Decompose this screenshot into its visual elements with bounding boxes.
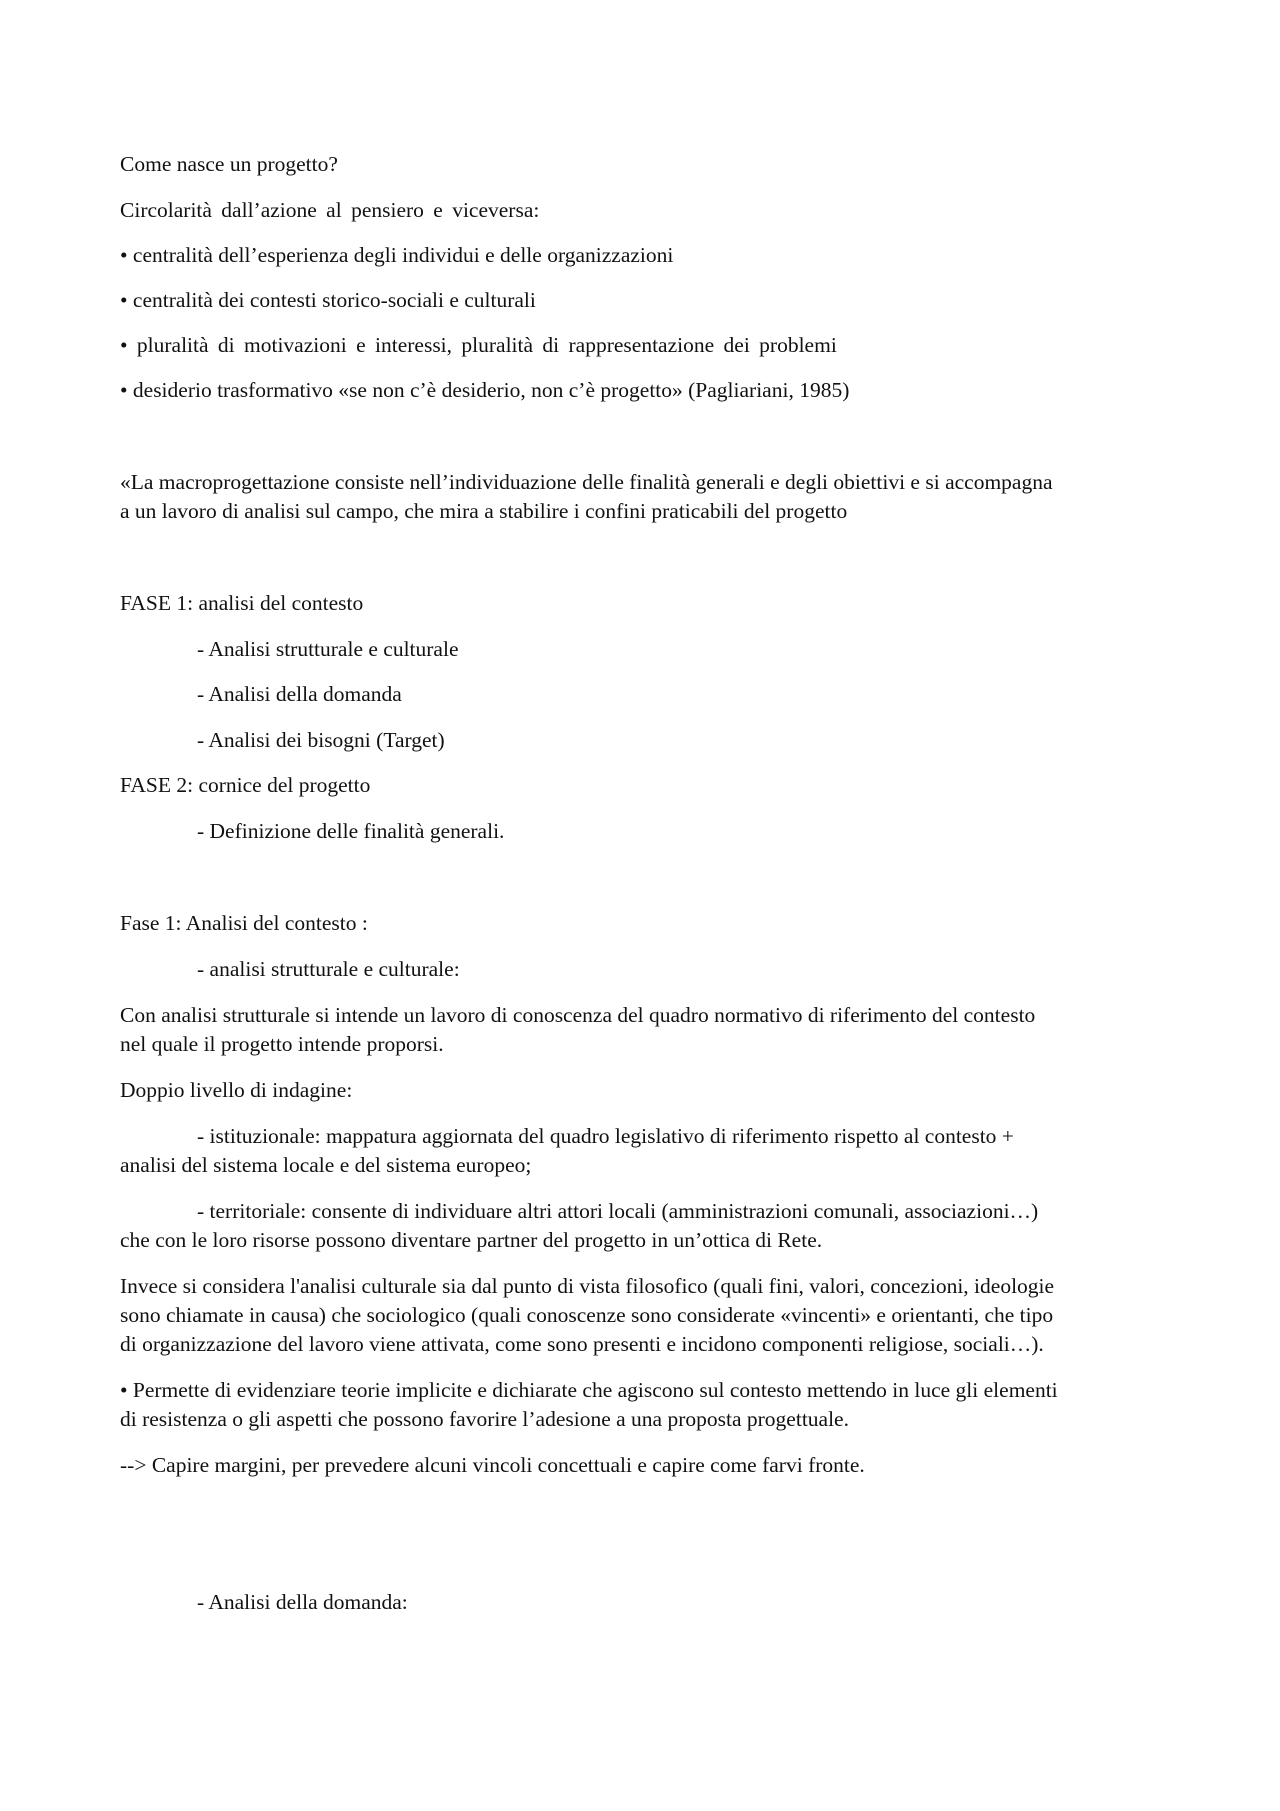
detail-subheading: - analisi strutturale e culturale:	[197, 957, 460, 981]
cultural-paragraph: sono chiamate in causa) che sociologico (quali conoscenze sono considerate «vincenti» e orientanti, che tipo	[120, 1303, 1054, 1327]
double-level-heading: Doppio livello di indagine:	[120, 1078, 353, 1102]
fase2-title: FASE 2: cornice del progetto	[120, 773, 371, 797]
quote-line-1: «La macroprogettazione consiste nell’individuazione delle finalità generali e degli obiettivi e si accompagna	[120, 470, 1053, 494]
bullet-item: • centralità dell’esperienza degli individui e delle organizzazioni	[120, 243, 674, 267]
detail-title: Fase 1: Analisi del contesto :	[120, 911, 368, 935]
cultural-paragraph: di organizzazione del lavoro viene attivata, come sono presenti e incidono componenti religiose, sociali…).	[120, 1332, 1044, 1356]
fase1-item: - Analisi strutturale e culturale	[197, 637, 459, 661]
intro-question: Come nasce un progetto?	[120, 152, 338, 176]
territorial-item: - territoriale: consente di individuare altri attori locali (amministrazioni comunali, associazioni…)	[197, 1199, 1039, 1223]
theories-bullet: di resistenza o gli aspetti che possono favorire l’adesione a una proposta progettuale.	[120, 1407, 849, 1431]
fase1-item: - Analisi dei bisogni (Target)	[197, 728, 445, 752]
structural-paragraph: nel quale il progetto intende proporsi.	[120, 1032, 444, 1056]
quote-line-2: a un lavoro di analisi sul campo, che mira a stabilire i confini praticabili del progetto	[120, 499, 848, 523]
fase1-title: FASE 1: analisi del contesto	[120, 591, 364, 615]
institutional-item: analisi del sistema locale e del sistema europeo;	[120, 1153, 532, 1177]
fase2-item: - Definizione delle finalità generali.	[197, 819, 505, 843]
circularity-heading: Circolarità dall’azione al pensiero e viceversa:	[120, 198, 540, 222]
territorial-item: che con le loro risorse possono diventare partner del progetto in un’ottica di Rete.	[120, 1228, 823, 1252]
bullet-item: • desiderio trasformativo «se non c’è desiderio, non c’è progetto» (Pagliariani, 1985)	[120, 378, 850, 402]
fase1-item: - Analisi della domanda	[197, 682, 402, 706]
cultural-paragraph: Invece si considera l'analisi culturale sia dal punto di vista filosofico (quali fini, valori, concezioni, ideologie	[120, 1274, 1055, 1298]
institutional-item: - istituzionale: mappatura aggiornata del quadro legislativo di riferimento rispetto al contesto +	[197, 1124, 1014, 1148]
detail-subheading: - Analisi della domanda:	[197, 1590, 408, 1614]
bullet-item: • pluralità di motivazioni e interessi, pluralità di rappresentazione dei problemi	[120, 333, 837, 357]
theories-bullet: • Permette di evidenziare teorie implicite e dichiarate che agiscono sul contesto mettendo in luce gli elementi	[120, 1378, 1058, 1402]
bullet-item: • centralità dei contesti storico-sociali e culturali	[120, 288, 536, 312]
conclusion-line: --> Capire margini, per prevedere alcuni vincoli concettuali e capire come farvi fronte.	[120, 1453, 865, 1477]
structural-paragraph: Con analisi strutturale si intende un lavoro di conoscenza del quadro normativo di riferimento del contesto	[120, 1003, 1036, 1027]
